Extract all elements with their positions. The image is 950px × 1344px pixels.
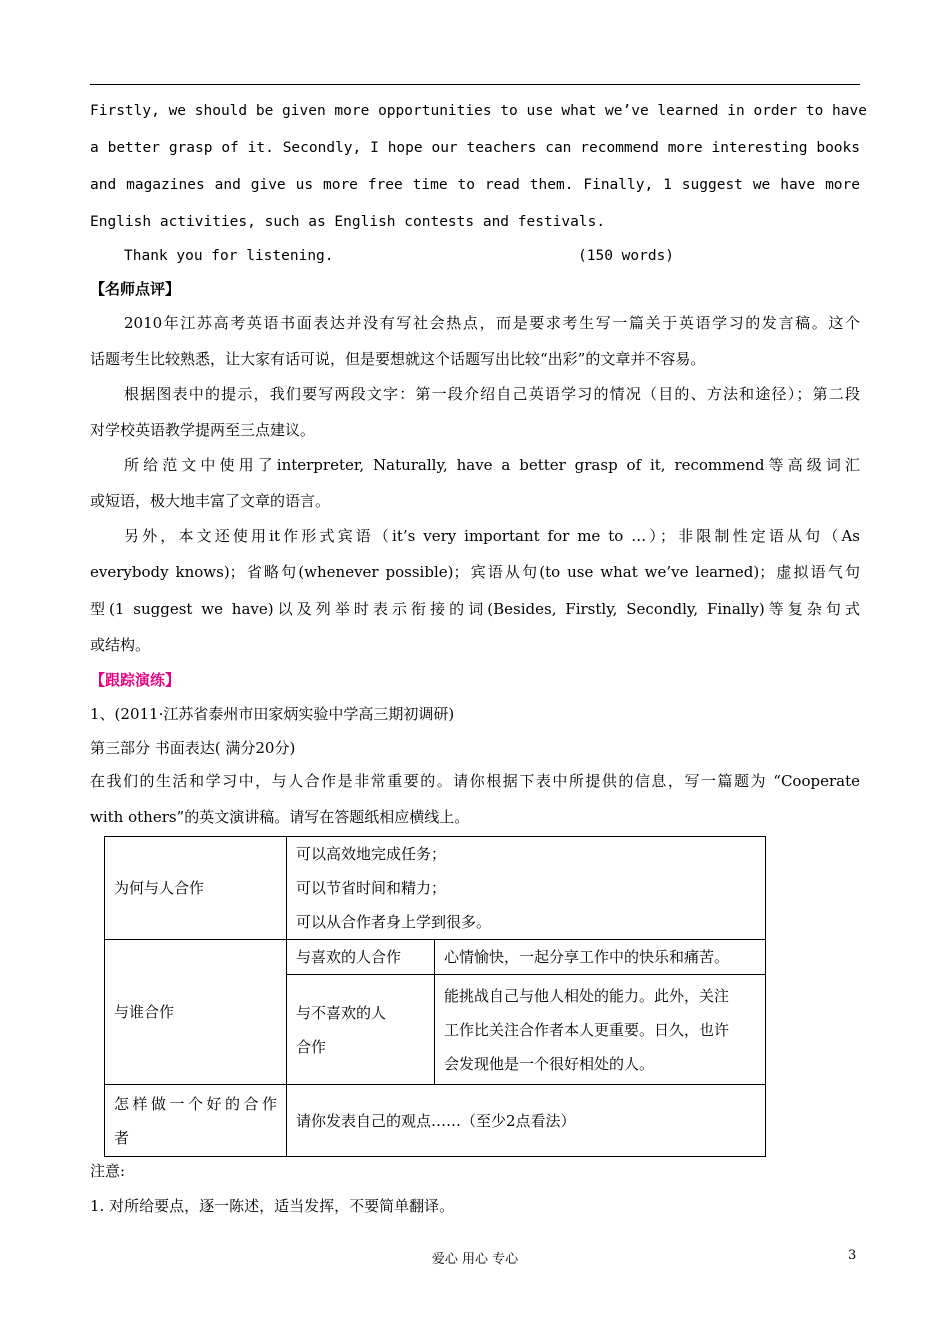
essay-line: a better grasp of it. Secondly, I hope our teachers can recommend more interesting books bbox=[90, 140, 860, 156]
comment-text: everybody knows)；省略句(whenever possible)；宾语从句(to use what we’ve learned)；虚拟语气句 bbox=[90, 563, 860, 581]
comment-text: 话题考生比较熟悉，让大家有话可说，但是要想就这个话题写出比较“出彩”的文章并不容易。 bbox=[90, 350, 706, 368]
table-label bbox=[105, 1085, 287, 1157]
practice-item: 1、(2011·江苏省泰州市田家炳实验中学高三期初调研) bbox=[90, 705, 455, 723]
table-subhead bbox=[287, 975, 435, 1085]
essay-line: English activities, such as English contests and festivals. bbox=[90, 214, 606, 230]
table-label: 与谁合作 bbox=[105, 940, 287, 1085]
table-row bbox=[105, 1085, 766, 1157]
notes-heading: 注意: bbox=[90, 1162, 126, 1180]
info-table bbox=[104, 836, 766, 1157]
comment-text: 根据图表中的提示，我们要写两段文字：第一段介绍自己英语学习的情况（目的、方法和途径）；第二段 bbox=[124, 385, 860, 403]
comment-text: 或短语，极大地丰富了文章的语言。 bbox=[90, 492, 331, 510]
comment-text: 所给范文中使用了interpreter, Naturally, have a better grasp of it, recommend等高级词汇 bbox=[124, 456, 860, 474]
page-footer: 爱心 用心 专心 bbox=[431, 1252, 519, 1267]
essay-line: and magazines and give us more free time to read them. Finally, 1 suggest we have more bbox=[90, 177, 860, 193]
table-cell-line: 能挑战自己与他人相处的能力。此外，关注 bbox=[444, 986, 730, 1005]
table-cell bbox=[287, 837, 766, 940]
practice-section: 第三部分 书面表达( 满分20分) bbox=[90, 739, 296, 757]
header-rule bbox=[90, 84, 860, 85]
essay-closing: Thank you for listening. bbox=[124, 248, 334, 264]
page-number: 3 bbox=[848, 1248, 857, 1263]
table-cell: 心情愉快，一起分享工作中的快乐和痛苦。 bbox=[435, 940, 766, 975]
comment-text: 2010年江苏高考英语书面表达并没有写社会热点，而是要求考生写一篇关于英语学习的发言稿。这个 bbox=[124, 314, 860, 332]
practice-instruction: with others”的英文演讲稿。请写在答题纸相应横线上。 bbox=[90, 808, 470, 826]
table-cell bbox=[435, 975, 766, 1085]
table-cell-line: 合作 bbox=[296, 1037, 327, 1056]
table-row bbox=[105, 940, 766, 975]
table-row bbox=[105, 837, 766, 940]
word-count: (150 words) bbox=[578, 248, 675, 264]
table-cell-line: 与不喜欢的人 bbox=[296, 1003, 387, 1022]
table-label: 为何与人合作 bbox=[105, 837, 287, 940]
table-cell-line: 会发现他是一个很好相处的人。 bbox=[444, 1054, 655, 1073]
table-cell-line: 可以节省时间和精力； bbox=[296, 879, 447, 897]
table-cell-line: 怎样做一个好的合作 bbox=[114, 1094, 277, 1113]
notes-item: 1. 对所给要点，逐一陈述，适当发挥，不要简单翻译。 bbox=[90, 1197, 455, 1215]
comment-text: 对学校英语教学提两至三点建议。 bbox=[90, 421, 316, 439]
practice-heading: 【跟踪演练】 bbox=[90, 671, 181, 689]
comment-text: 或结构。 bbox=[90, 636, 151, 654]
comment-heading: 【名师点评】 bbox=[90, 280, 181, 298]
table-cell: 请你发表自己的观点……（至少2点看法） bbox=[287, 1085, 766, 1157]
comment-text: 型(1 suggest we have)以及列举时表示衔接的词(Besides, Firstly, Secondly, Finally)等复杂句式 bbox=[90, 600, 860, 618]
table-cell-line: 可以高效地完成任务； bbox=[296, 845, 447, 863]
table-cell-line: 者 bbox=[114, 1128, 130, 1147]
table-cell-line: 可以从合作者身上学到很多。 bbox=[296, 913, 492, 931]
table-subhead: 与喜欢的人合作 bbox=[287, 940, 435, 975]
practice-instruction: 在我们的生活和学习中，与人合作是非常重要的。请你根据下表中所提供的信息，写一篇题为 “Cooperate bbox=[90, 772, 860, 790]
essay-line: Firstly, we should be given more opportunities to use what we’ve learned in order to have bbox=[90, 103, 867, 119]
comment-text: 另外，本文还使用it作形式宾语（it’s very important for me to …）；非限制性定语从句（As bbox=[124, 527, 860, 545]
table-cell-line: 工作比关注合作者本人更重要。日久，也许 bbox=[444, 1020, 730, 1039]
